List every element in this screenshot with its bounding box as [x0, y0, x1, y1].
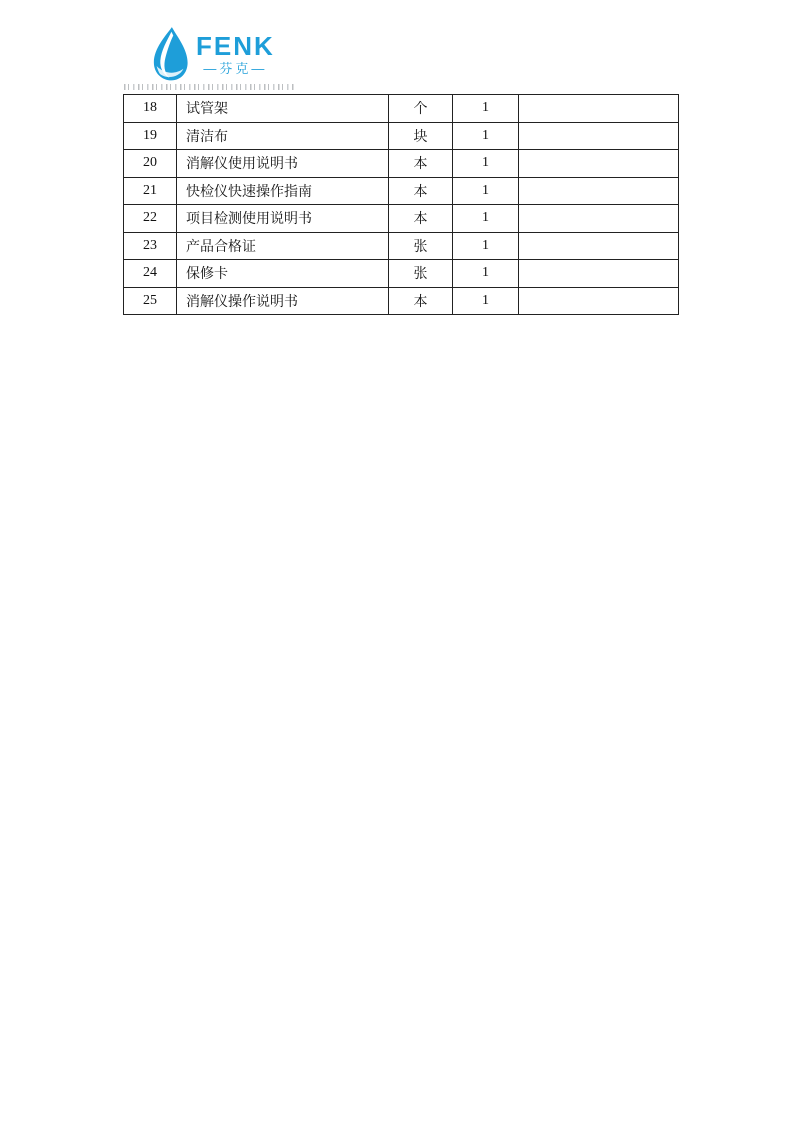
item-name-cell: 消解仪使用说明书	[177, 150, 389, 178]
table-row	[124, 205, 679, 233]
item-name-cell: 项目检测使用说明书	[177, 205, 389, 233]
packing-list-table	[123, 94, 679, 315]
quantity-cell: 1	[453, 232, 519, 260]
quantity-cell: 1	[453, 95, 519, 123]
unit-cell: 张	[389, 232, 453, 260]
brand-logo	[152, 26, 275, 82]
unit-cell: 本	[389, 205, 453, 233]
remark-cell	[519, 232, 679, 260]
item-name-cell: 保修卡	[177, 260, 389, 288]
row-number-cell: 18	[124, 95, 177, 123]
unit-cell: 张	[389, 260, 453, 288]
quantity-cell: 1	[453, 150, 519, 178]
unit-cell: 本	[389, 177, 453, 205]
quantity-cell: 1	[453, 122, 519, 150]
table-row	[124, 150, 679, 178]
remark-cell	[519, 287, 679, 315]
water-drop-icon	[152, 26, 189, 82]
row-number-cell: 23	[124, 232, 177, 260]
table-row	[124, 287, 679, 315]
row-number-cell: 19	[124, 122, 177, 150]
remark-cell	[519, 177, 679, 205]
brand-subtitle: —芬克—	[203, 61, 268, 76]
table-row	[124, 122, 679, 150]
logo-text	[196, 33, 275, 75]
unit-cell: 块	[389, 122, 453, 150]
unit-cell: 本	[389, 287, 453, 315]
remark-cell	[519, 260, 679, 288]
quantity-cell: 1	[453, 260, 519, 288]
row-number-cell: 20	[124, 150, 177, 178]
item-name-cell: 产品合格证	[177, 232, 389, 260]
row-number-cell: 25	[124, 287, 177, 315]
quantity-cell: 1	[453, 287, 519, 315]
brand-name: FENK	[196, 31, 275, 61]
unit-cell: 本	[389, 150, 453, 178]
unit-cell: 个	[389, 95, 453, 123]
item-name-cell: 试管架	[177, 95, 389, 123]
item-name-cell: 清洁布	[177, 122, 389, 150]
quantity-cell: 1	[453, 177, 519, 205]
table-row	[124, 232, 679, 260]
row-number-cell: 24	[124, 260, 177, 288]
clipped-text-fragment	[124, 84, 296, 90]
row-number-cell: 21	[124, 177, 177, 205]
item-name-cell: 消解仪操作说明书	[177, 287, 389, 315]
table-row	[124, 95, 679, 123]
remark-cell	[519, 205, 679, 233]
remark-cell	[519, 122, 679, 150]
table-row	[124, 260, 679, 288]
remark-cell	[519, 150, 679, 178]
remark-cell	[519, 95, 679, 123]
quantity-cell: 1	[453, 205, 519, 233]
item-name-cell: 快检仪快速操作指南	[177, 177, 389, 205]
row-number-cell: 22	[124, 205, 177, 233]
table-row	[124, 177, 679, 205]
